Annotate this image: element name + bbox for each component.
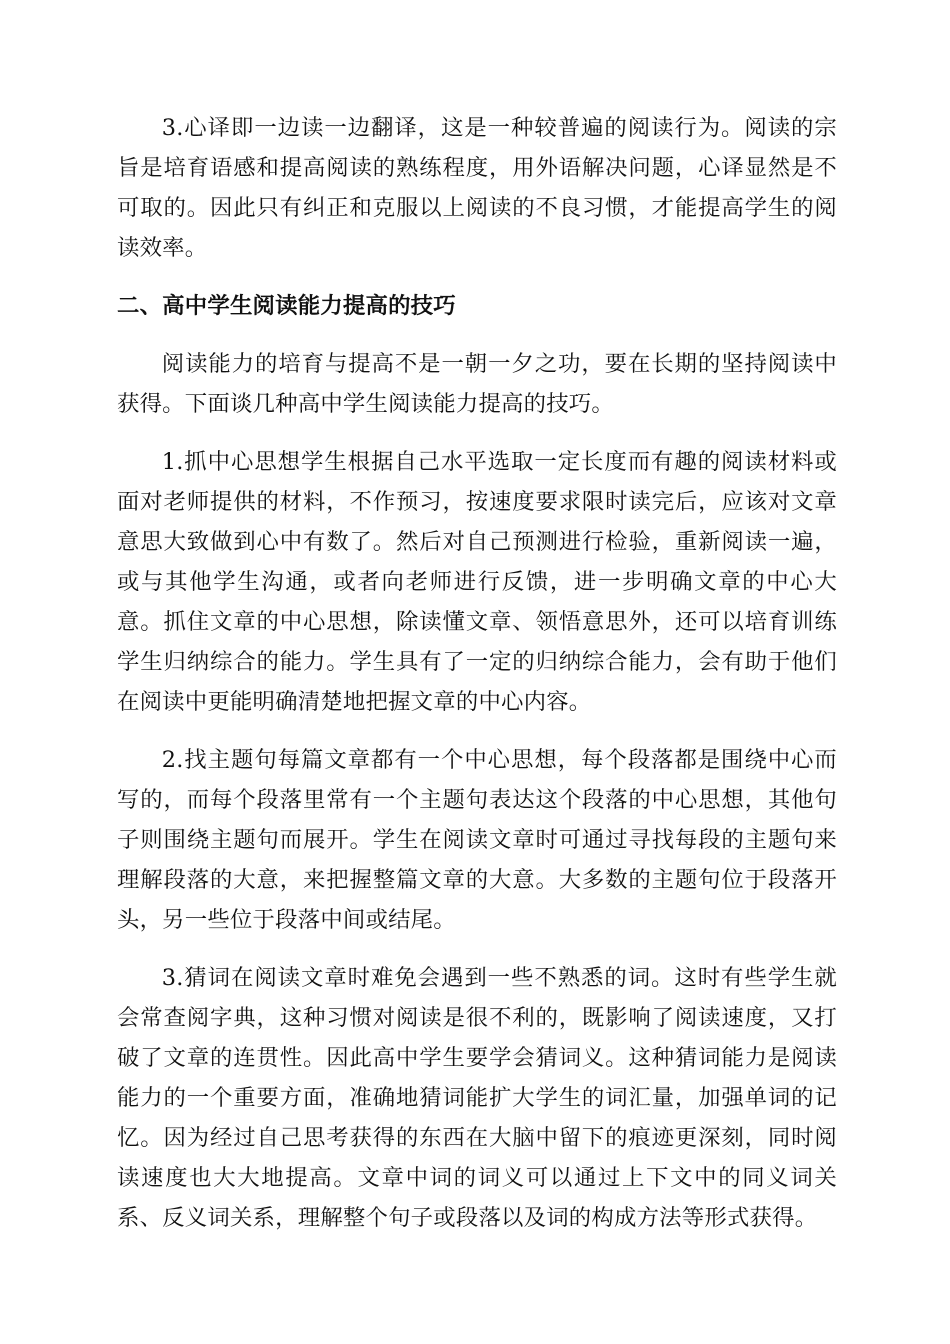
paragraph-guess-words: 3.猜词在阅读文章时难免会遇到一些不熟悉的词。这时有些学生就会常查阅字典，这种习惯对阅读是很不利的，既影响了阅读速度，又打破了文章的连贯性。因此高中学生要学会猜词义。这种猜词能力是阅读能力的一个重要方面，准确地猜词能扩大学生的词汇量，加强单词的记忆。因为经过自己思考获得的东西在大脑中留下的痕迹更深刻，同时阅读速度也大大地提高。文章中词的词义可以通过上下文中的同义词关系、反义词关系，理解整个句子或段落以及词的构成方法等形式获得。: [117, 965, 837, 1231]
paragraph-topic-sentence: 2.找主题句每篇文章都有一个中心思想，每个段落都是围绕中心而写的，而每个段落里常有一个主题句表达这个段落的中心思想，其他句子则围绕主题句而展开。学生在阅读文章时可通过寻找每段的主题句来理解段落的大意，来把握整篇文章的大意。大多数的主题句位于段落开头，另一些位于段落中间或结尾。: [117, 747, 837, 933]
paragraph-intro-skills: 阅读能力的培育与提高不是一朝一夕之功，要在长期的坚持阅读中获得。下面谈几种高中学生阅读能力提高的技巧。: [117, 351, 837, 417]
paragraph-mental-translation: 3.心译即一边读一边翻译，这是一种较普遍的阅读行为。阅读的宗旨是培育语感和提高阅读的熟练程度，用外语解决问题，心译显然是不可取的。因此只有纠正和克服以上阅读的不良习惯，才能提高学生的阅读效率。: [117, 115, 837, 261]
paragraph-main-idea: 1.抓中心思想学生根据自己水平选取一定长度而有趣的阅读材料或面对老师提供的材料，不作预习，按速度要求限时读完后，应该对文章意思大致做到心中有数了。然后对自己预测进行检验，重新阅读一遍，或与其他学生沟通，或者向老师进行反馈，进一步明确文章的中心大意。抓住文章的中心思想，除读懂文章、领悟意思外，还可以培育训练学生归纳综合的能力。学生具有了一定的归纳综合能力，会有助于他们在阅读中更能明确清楚地把握文章的中心内容。: [117, 449, 837, 715]
document-body: [117, 108, 837, 1256]
section-heading-reading-skills: 二、高中学生阅读能力提高的技巧: [117, 293, 456, 319]
